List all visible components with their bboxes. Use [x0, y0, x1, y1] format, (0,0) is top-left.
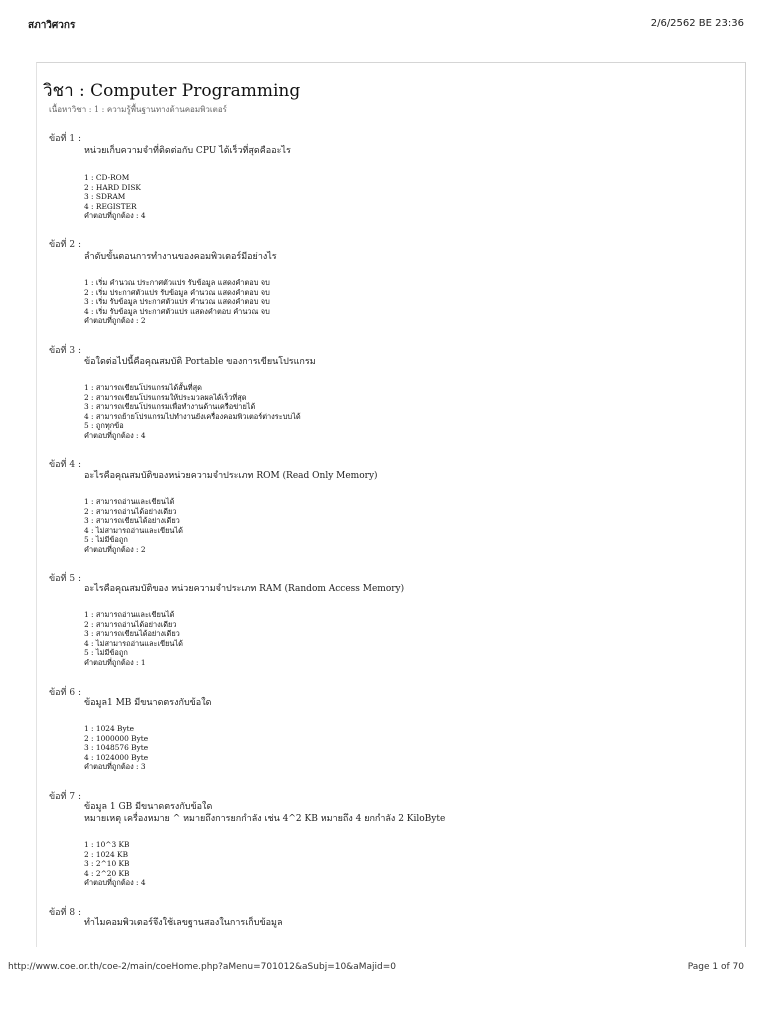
header-org-name: สภาวิศวกร: [28, 20, 76, 31]
option: 3 : สามารถเขียนโปรแกรมเพื่อทำงานด้านเครือข่ายได้: [84, 402, 256, 411]
question-text: ข้อใดต่อไปนี้คือคุณสมบัติ Portable ของการเขียนโปรแกรม: [84, 357, 316, 367]
option: 4 : เริ่ม รับข้อมูล ประกาศตัวแปร แสดงคำตอบ คำนวณ จบ: [84, 306, 270, 316]
option-list: [84, 497, 183, 554]
question-number: ข้อที่ 3 :: [49, 346, 81, 356]
question-text: ข้อมูล 1 GB มีขนาดตรงกับข้อใด: [84, 802, 213, 812]
option: 1 : 1024 Byte: [84, 724, 134, 733]
option: 4 : REGISTER: [84, 201, 137, 211]
footer-url: http://www.coe.or.th/coe-2/main/coeHome.php?aMenu=701012&aSubj=10&aMajid=0: [8, 962, 396, 972]
option: 3 : สามารถเขียนได้อย่างเดียว: [84, 516, 180, 525]
question-text: หน่วยเก็บความจำที่ติดต่อกับ CPU ได้เร็วที่สุดคืออะไร: [84, 146, 291, 156]
option-list: [84, 610, 183, 667]
option: 4 : 2^20 KB: [84, 868, 130, 878]
option: 2 : สามารถอ่านได้อย่างเดียว: [84, 619, 177, 629]
question-text: ข้อมูล1 MB มีขนาดตรงกับข้อใด: [84, 698, 212, 708]
option: 2 : 1024 KB: [84, 849, 129, 859]
question-number: ข้อที่ 5 :: [49, 574, 81, 584]
option-list: [84, 724, 148, 772]
option: 2 : HARD DISK: [84, 182, 141, 192]
option: 1 : สามารถอ่านและเขียนได้: [84, 497, 175, 506]
option-list: [84, 173, 146, 221]
question-number: ข้อที่ 2 :: [49, 240, 81, 250]
question-number: ข้อที่ 6 :: [49, 688, 81, 698]
option: 5 : ไม่มีข้อถูก: [84, 535, 128, 544]
footer-page-number: Page 1 of 70: [687, 962, 744, 972]
option-list: [84, 840, 146, 888]
option: 1 : 10^3 KB: [84, 840, 130, 849]
answer-text: คำตอบที่ถูกต้อง : 1: [84, 657, 146, 667]
option: 2 : 1000000 Byte: [84, 733, 149, 743]
question-text: ทำไมคอมพิวเตอร์จึงใช้เลขฐานสองในการเก็บข้อมูล: [84, 918, 283, 928]
option-list: [84, 383, 301, 440]
page-title: วิชา : Computer Programming: [43, 81, 301, 101]
page-subtitle: เนื้อหาวิชา : 1 : ความรู้พื้นฐานทางด้านคอมพิวเตอร์: [49, 105, 227, 114]
question-number: ข้อที่ 7 :: [49, 792, 81, 802]
content-frame: [36, 62, 746, 947]
answer-text: คำตอบที่ถูกต้อง : 4: [84, 430, 146, 440]
question-number: ข้อที่ 1 :: [49, 134, 81, 144]
answer-text: คำตอบที่ถูกต้อง : 2: [84, 544, 146, 554]
question-text: ลำดับขั้นตอนการทำงานของคอมพิวเตอร์มีอย่างไร: [84, 252, 277, 262]
answer-text: คำตอบที่ถูกต้อง : 4: [84, 211, 146, 220]
option: 1 : เริ่ม คำนวณ ประกาศตัวแปร รับข้อมูล แสดงคำตอบ จบ: [84, 278, 270, 287]
option: 4 : ไม่สามารถอ่านและเขียนได้: [84, 638, 183, 648]
option: 4 : 1024000 Byte: [84, 752, 149, 762]
option: 1 : สามารถอ่านและเขียนได้: [84, 610, 175, 619]
header-timestamp: 2/6/2562 BE 23:36: [650, 18, 744, 29]
question-number: ข้อที่ 8 :: [49, 908, 81, 918]
option: 4 : ไม่สามารถอ่านและเขียนได้: [84, 525, 183, 535]
question-note: หมายเหตุ เครื่องหมาย ^ หมายถึงการยกกำลัง เช่น 4^2 KB หมายถึง 4 ยกกำลัง 2 KiloByte: [84, 814, 446, 824]
answer-text: คำตอบที่ถูกต้อง : 4: [84, 878, 146, 887]
option: 2 : สามารถอ่านได้อย่างเดียว: [84, 506, 177, 516]
option: 3 : 1048576 Byte: [84, 743, 149, 752]
option: 4 : สามารถย้ายโปรแกรมไปทำงานยังเครื่องคอมพิวเตอร์ต่างระบบได้: [84, 411, 301, 421]
option: 1 : CD-ROM: [84, 173, 130, 182]
option: 3 : 2^10 KB: [84, 859, 130, 868]
option-list: [84, 278, 270, 326]
option: 5 : ไม่มีข้อถูก: [84, 648, 128, 657]
option: 3 : เริ่ม รับข้อมูล ประกาศตัวแปร คำนวณ แสดงคำตอบ จบ: [84, 297, 270, 306]
question-text: อะไรคือคุณสมบัติของหน่วยความจำประเภท ROM (Read Only Memory): [84, 471, 378, 481]
option: 2 : เริ่ม ประกาศตัวแปร รับข้อมูล คำนวณ แสดงคำตอบ จบ: [84, 287, 270, 297]
option: 3 : SDRAM: [84, 192, 126, 201]
question-text: อะไรคือคุณสมบัติของ หน่วยความจำประเภท RAM (Random Access Memory): [84, 584, 405, 594]
option: 2 : สามารถเขียนโปรแกรมให้ประมวลผลได้เร็วที่สุด: [84, 392, 247, 402]
answer-text: คำตอบที่ถูกต้อง : 2: [84, 316, 146, 325]
option: 5 : ถูกทุกข้อ: [84, 421, 124, 430]
option: 1 : สามารถเขียนโปรแกรมได้สั้นที่สุด: [84, 383, 202, 392]
question-number: ข้อที่ 4 :: [49, 460, 81, 470]
answer-text: คำตอบที่ถูกต้อง : 3: [84, 762, 146, 771]
option: 3 : สามารถเขียนได้อย่างเดียว: [84, 629, 180, 638]
